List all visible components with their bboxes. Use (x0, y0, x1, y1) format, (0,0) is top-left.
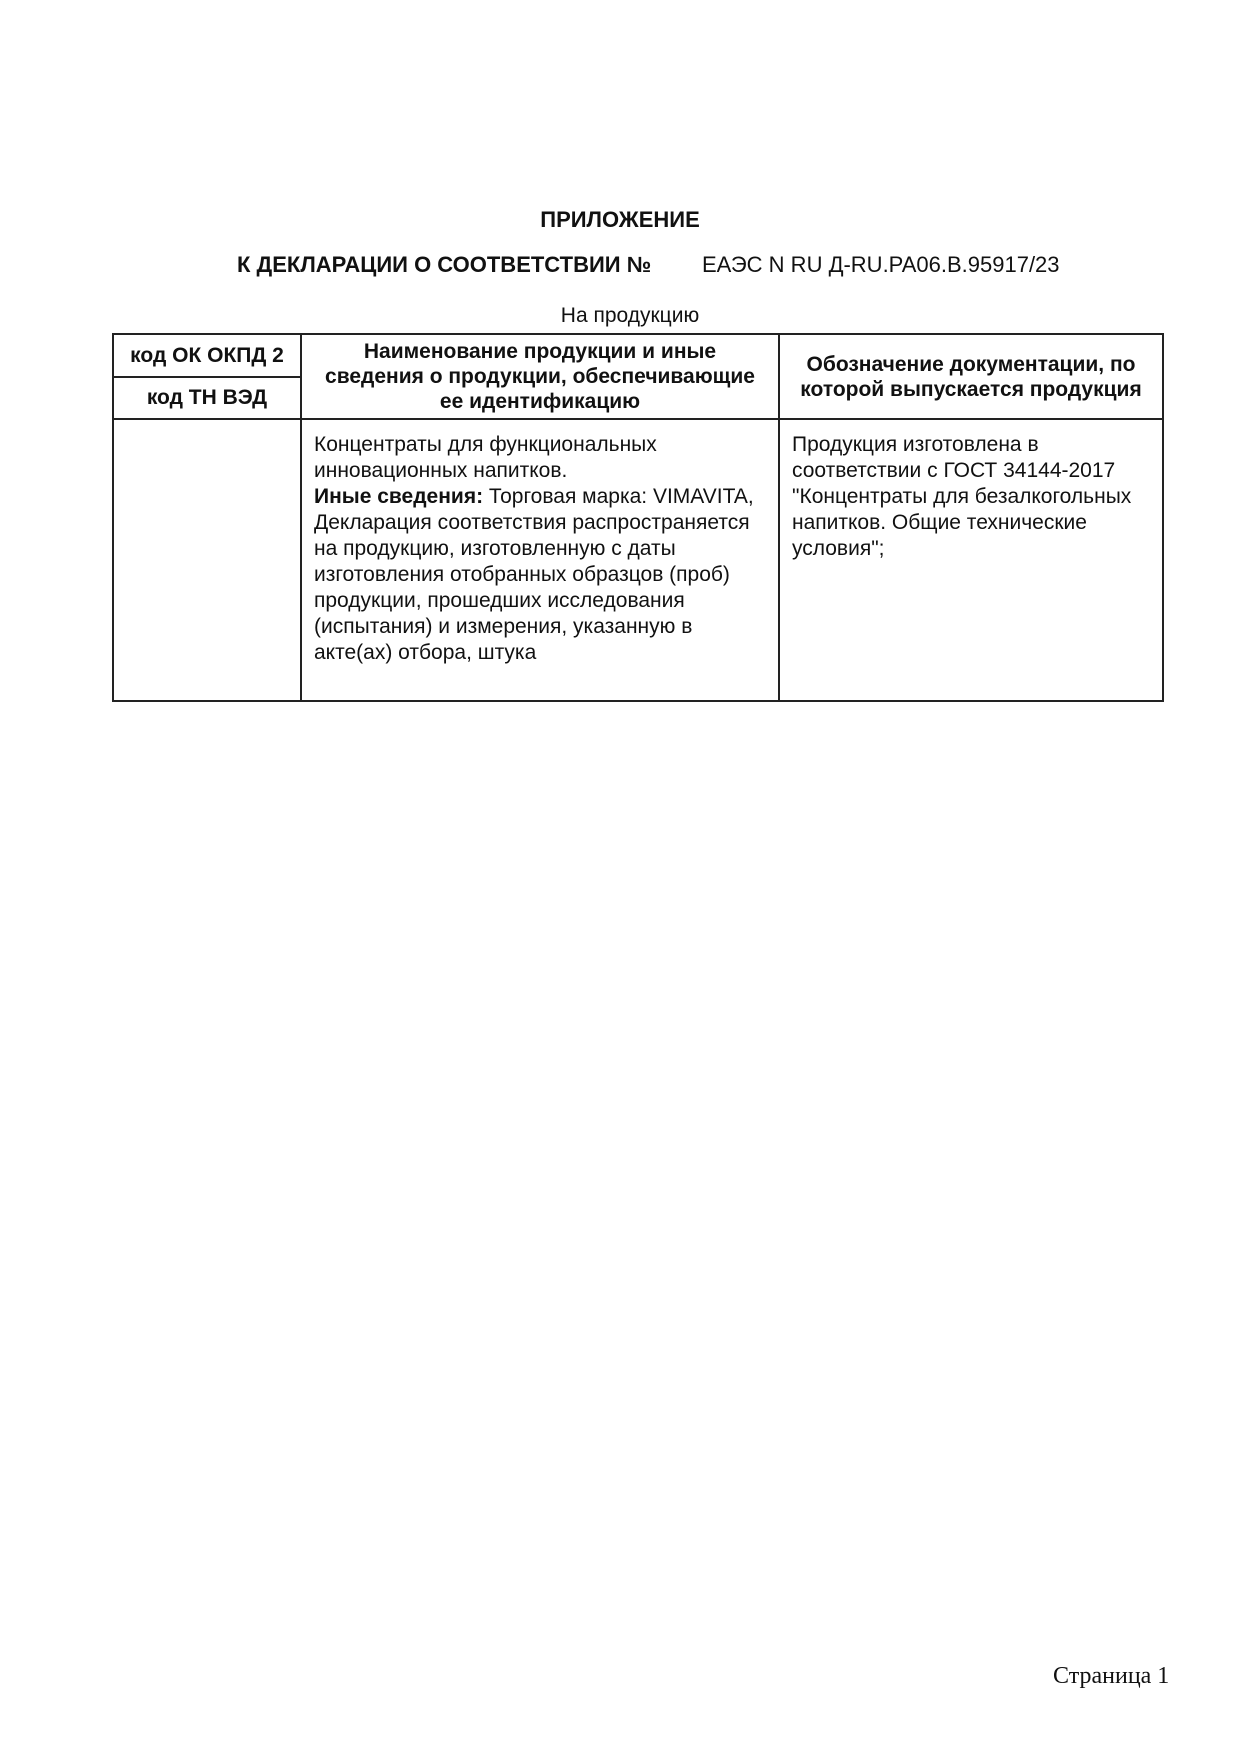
declaration-heading: К ДЕКЛАРАЦИИ О СООТВЕТСТВИИ № (237, 252, 652, 277)
cell-product-name (301, 419, 779, 701)
page-title: ПРИЛОЖЕНИЕ (540, 207, 700, 232)
cell-code (113, 419, 301, 701)
cell-documentation: Продукция изготовлена в соответствии с ГОСТ 34144-2017 "Концентраты для безалкогольных напитков. Общие технические условия"; (779, 419, 1163, 701)
for-product-label: На продукцию (560, 304, 700, 327)
header-documentation: Обозначение документации, по которой выпускается продукция (779, 334, 1163, 419)
product-name: Концентраты для функциональных инновационных напитков. (314, 433, 657, 482)
other-info-text: Торговая марка: VIMAVITA, Декларация соответствия распространяется на продукцию, изготовленную с даты изготовления отобранных образцов (проб) продукции, прошедших исследования (испытания) и измерения, указанную в акте(ах) отбора, штука (314, 485, 754, 664)
declaration-number: ЕАЭС N RU Д-RU.PA06.B.95917/23 (702, 252, 1060, 277)
product-table (112, 333, 1164, 702)
page-number: Страница 1 (1053, 1663, 1170, 1689)
other-info-label: Иные сведения: (314, 485, 484, 508)
header-okpd2: код ОК ОКПД 2 (113, 334, 301, 377)
header-tnved: код ТН ВЭД (113, 377, 301, 420)
header-product-name: Наименование продукции и иные сведения о продукции, обеспечивающие ее идентификацию (301, 334, 779, 419)
